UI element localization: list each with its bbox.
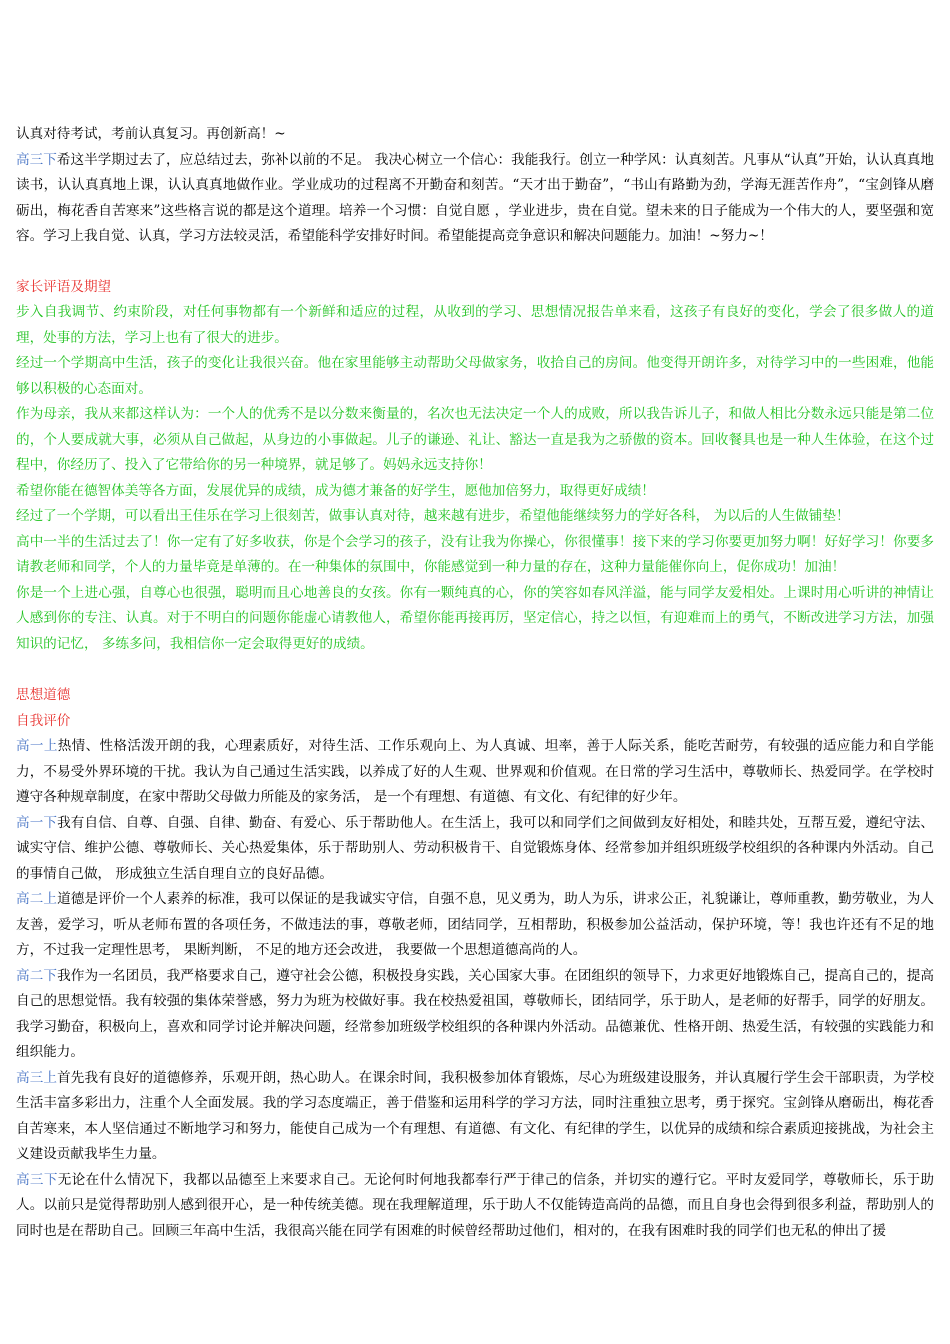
- term-tag: 高二上: [16, 891, 58, 907]
- parent-comment: 希望你能在德智体美等各方面，发展优异的成绩，成为德才兼备的好学生，愿他加倍努力，取得更好成绩！: [16, 482, 655, 499]
- term-tag: 高三下: [16, 1171, 58, 1188]
- parent-comment: 经过了一个学期，可以看出王佳乐在学习上很刻苦，做事认真对待，越来越有进步，希望他能继续努力的学好各科， 为以后的人生做铺垫！: [16, 508, 850, 524]
- study-tail-line: 认真对待考试，考前认真复习。再创新高！~: [16, 126, 286, 142]
- moral-entry-gaoyi-xia: [16, 811, 934, 888]
- term-tag: 高三上: [16, 1069, 58, 1086]
- term-tag: 高三下: [16, 151, 57, 168]
- entry-text: 热情、性格活泼开朗的我，心理素质好，对待生活、工作乐观向上、为人真诚、坦率，善于人际关系，能吃苦耐劳，有较强的适应能力和自学能力，不易受外界环境的干扰。我认为自己通过生活实践，以养成了好的人生观、世界观和价值观。在日常的学习生活中，尊敬师长、热爱同学。在学校时遵守各种规章制度，在家中帮助父母做力所能及的家务活， 是一个有理想、有道德、有文化、有纪律的好少年。: [16, 738, 935, 805]
- entry-text: 我有自信、自尊、自强、自律、勤奋、有爱心、乐于帮助他人。在生活上，我可以和同学们之间做到友好相处，和睦共处，互帮互爱，遵纪守法、诚实守信、维护公德、尊敬师长、关心热爱集体，乐于帮助别人、劳动积极肯干、自觉锻炼身体、经常参加并组织班级学校组织的各种课内外活动。自己的事情自己做， 形成独立生活自理自立的良好品德。: [16, 814, 934, 882]
- entry-text: 道德是评价一个人素养的标准，我可以保证的是我诚实守信，自强不息，见义勇为，助人为乐，讲求公正，礼貌谦让，尊师重教，勤劳敬业，为人友善，爱学习，听从老师布置的各项任务，不做违法的事，尊敬老师，团结同学，互相帮助，积极参加公益活动，保护环境，等！我也许还有不足的地方，不过我一定理性思考， 果断判断， 不足的地方还会改进， 我要做一个思想道德高尚的人。: [16, 891, 934, 958]
- parent-comment: 作为母亲，我从来都这样认为：一个人的优秀不是以分数来衡量的，名次也无法决定一个人的成败，所以我告诉儿子，和做人相比分数永远只能是第二位的，个人要成就大事，必须从自己做起，从身边的小事做起。儿子的谦逊、礼让、豁达一直是我为之骄傲的资本。回收餐具也是一种人生体验，在这个过程中，你经历了、投入了它带给你的另一种境界，就足够了。妈妈永远支持你！: [16, 406, 934, 473]
- entry-text: 希这半学期过去了，应总结过去，弥补以前的不足。 我决心树立一个信心：我能我行。创立一种学风：认真刻苦。凡事从“认真”开始，认认真真地读书，认认真真地上课，认认真真地做作业。学业成功的过程离不开勤奋和刻苦。“天才出于勤奋”，“书山有路勤为劲，学海无涯苦作舟”，“宝剑锋从磨砺出，梅花香自苦寒来”这些格言说的都是这个道理。培养一个习惯：自觉自愿 ，学业进步，贵在自觉。望未来的日子能成为一个伟大的人，要坚强和宽容。学习上我自觉、认真，学习方法较灵活，希望能科学安排好时间。希望能提高竞争意识和解决问题能力。加油！~努力~！: [16, 151, 935, 244]
- moral-section-heading: 思想道德: [16, 687, 71, 703]
- parent-comment: 步入自我调节、约束阶段，对任何事物都有一个新鲜和适应的过程，从收到的学习、思想情况报告单来看，这孩子有良好的变化，学会了很多做人的道理，处事的方法，学习上也有了很大的进步。: [16, 304, 934, 346]
- document-page: [16, 122, 934, 1244]
- spacer: [16, 657, 934, 683]
- moral-entry-gaosan-shang: [16, 1066, 934, 1168]
- term-tag: 高一下: [16, 814, 58, 831]
- term-tag: 高二下: [16, 967, 58, 984]
- parent-comment: 经过一个学期高中生活，孩子的变化让我很兴奋。他在家里能够主动帮助父母做家务，收拾自己的房间。他变得开朗许多，对待学习中的一些困难，他能够以积极的心态面对。: [16, 355, 934, 397]
- parent-comments-heading: 家长评语及期望: [16, 278, 112, 295]
- parent-comment: 你是一个上进心强，自尊心也很强，聪明而且心地善良的女孩。你有一颗纯真的心，你的笑容如春风洋溢，能与同学友爱相处。上课时用心听讲的神情让人感到你的专注、认真。对于不明白的问题你能虚心请教他人，希望你能再接再厉，坚定信心，持之以恒，有迎难而上的勇气，不断改进学习方法，加强知识的记忆， 多练多问，我相信你一定会取得更好的成绩。: [16, 584, 934, 652]
- moral-entry-gaoyi-shang: [16, 734, 934, 811]
- parent-comment: 高中一半的生活过去了！你一定有了好多收获，你是个会学习的孩子，没有让我为你操心，你很懂事！接下来的学习你要更加努力啊！好好学习！你要多请教老师和同学，个人的力量毕竟是单薄的。在一种集体的氛围中，你能感觉到一种力量的存在，这种力量能催你向上，促你成功！加油！: [16, 533, 934, 575]
- term-tag: 高一上: [16, 738, 58, 754]
- study-entry-gaosan-xia: [16, 148, 934, 250]
- self-evaluation-subheading: 自我评价: [16, 712, 71, 729]
- entry-text: 无论在什么情况下，我都以品德至上来要求自己。无论何时何地我都奉行严于律己的信条，并切实的遵行它。平时友爱同学，尊敬师长，乐于助人。以前只是觉得帮助别人感到很开心，是一种传统美德。现在我理解道理，乐于助人不仅能铸造高尚的品德，而且自身也会得到很多利益，帮助别人的同时也是在帮助自己。回顾三年高中生活，我很高兴能在同学有困难的时候曾经帮助过他们，相对的，在我有困难时我的同学们也无私的伸出了援: [16, 1171, 935, 1239]
- entry-text: 我作为一名团员，我严格要求自己，遵守社会公德，积极投身实践，关心国家大事。在团组织的领导下，力求更好地锻炼自己，提高自己的，提高自己的思想觉悟。我有较强的集体荣誉感，努力为班为校做好事。我在校热爱祖国，尊敬师长，团结同学，乐于助人，是老师的好帮手，同学的好朋友。我学习勤奋，积极向上，喜欢和同学讨论并解决问题，经常参加班级学校组织的各种课内外活动。品德兼优、性格开朗、热爱生活，有较强的实践能力和组织能力。: [16, 967, 934, 1060]
- moral-entry-gaoer-xia: [16, 964, 934, 1066]
- spacer: [16, 250, 934, 275]
- moral-entry-gaoer-shang: [16, 887, 934, 964]
- entry-text: 首先我有良好的道德修养，乐观开朗，热心助人。在课余时间，我积极参加体育锻炼，尽心为班级建设服务，并认真履行学生会干部职责，为学校生活丰富多彩出力，注重个人全面发展。我的学习态度端正，善于借鉴和运用科学的学习方法，同时注重独立思考，勇于探究。宝剑锋从磨砺出，梅花香自苦寒来，本人坚信通过不断地学习和努力，能使自己成为一个有理想、有道德、有文化、有纪律的学生，以优异的成绩和综合素质迎接挑战，为社会主义建设贡献我毕生力量。: [16, 1069, 934, 1162]
- moral-entry-gaosan-xia: [16, 1168, 934, 1245]
